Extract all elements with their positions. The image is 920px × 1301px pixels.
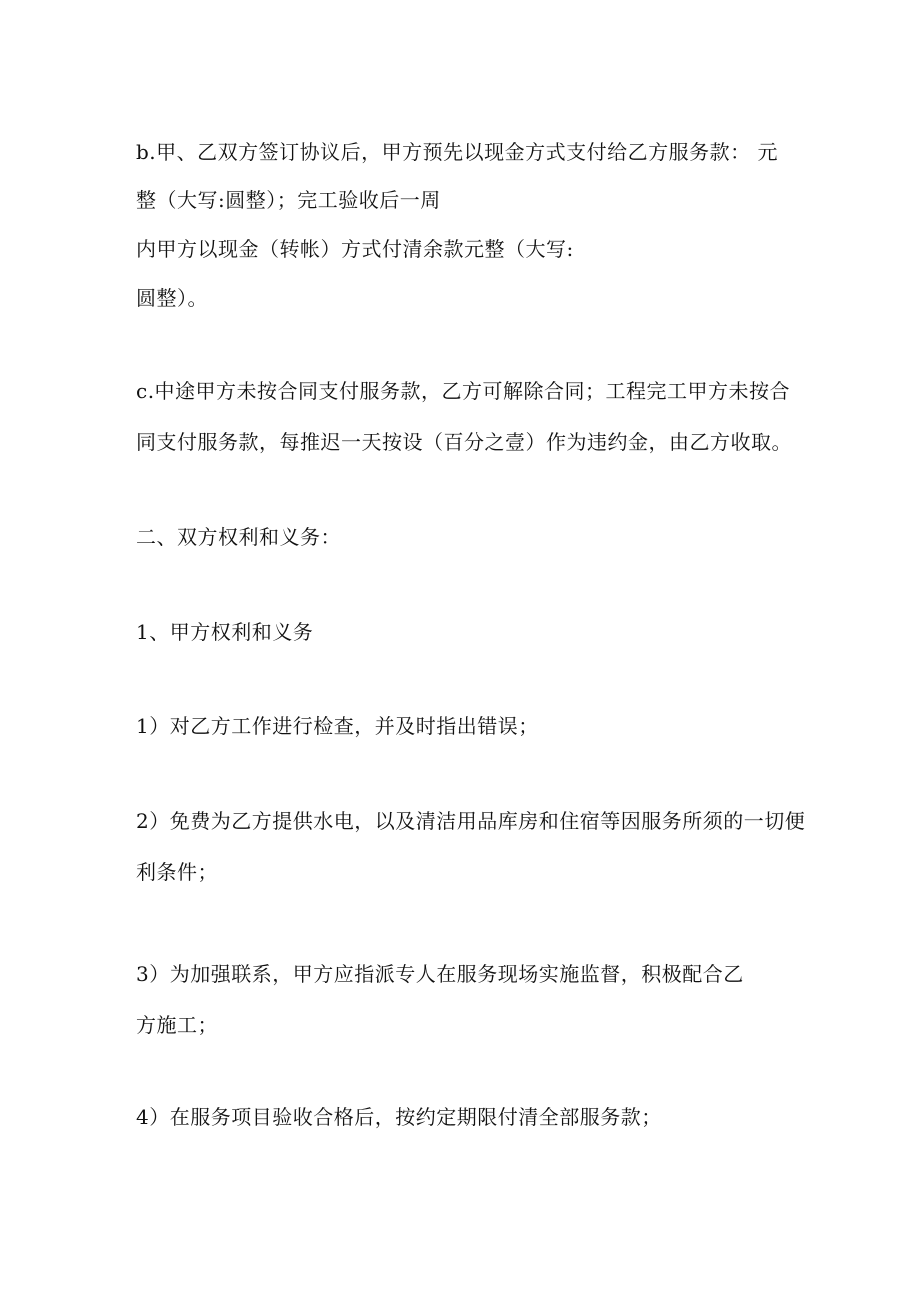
item-1: 1）对乙方工作进行检查，并及时指出错误； bbox=[136, 714, 539, 738]
subsection-heading-party-a: 1、甲方权利和义务 bbox=[136, 620, 314, 644]
item-4: 4）在服务项目验收合格后，按约定期限付清全部服务款； bbox=[136, 1105, 662, 1129]
item-2-line-1: 2）免费为乙方提供水电，以及清洁用品库房和住宿等因服务所须的一切便 bbox=[136, 809, 806, 833]
paragraph-b-line-4: 圆整）。 bbox=[136, 286, 208, 310]
item-2-line-2: 利条件； bbox=[136, 860, 218, 884]
section-heading-rights-obligations: 二、双方权利和义务： bbox=[136, 525, 341, 549]
paragraph-b-line-2: 整（大写:圆整）；完工验收后一周 bbox=[136, 188, 441, 212]
item-3-line-2: 方施工； bbox=[136, 1013, 218, 1037]
paragraph-b-line-1: b.甲、乙双方签订协议后，甲方预先以现金方式支付给乙方服务款： 元 bbox=[136, 140, 779, 164]
paragraph-b-line-3: 内甲方以现金（转帐）方式付清余款元整（大写: bbox=[136, 237, 574, 261]
item-3-line-1: 3）为加强联系，甲方应指派专人在服务现场实施监督，积极配合乙 bbox=[136, 962, 744, 986]
paragraph-c-line-1: c.中途甲方未按合同支付服务款，乙方可解除合同；工程完工甲方未按合 bbox=[136, 379, 791, 403]
paragraph-c-line-2: 同支付服务款，每推迟一天按设（百分之壹）作为违约金，由乙方收取。 bbox=[136, 430, 792, 454]
